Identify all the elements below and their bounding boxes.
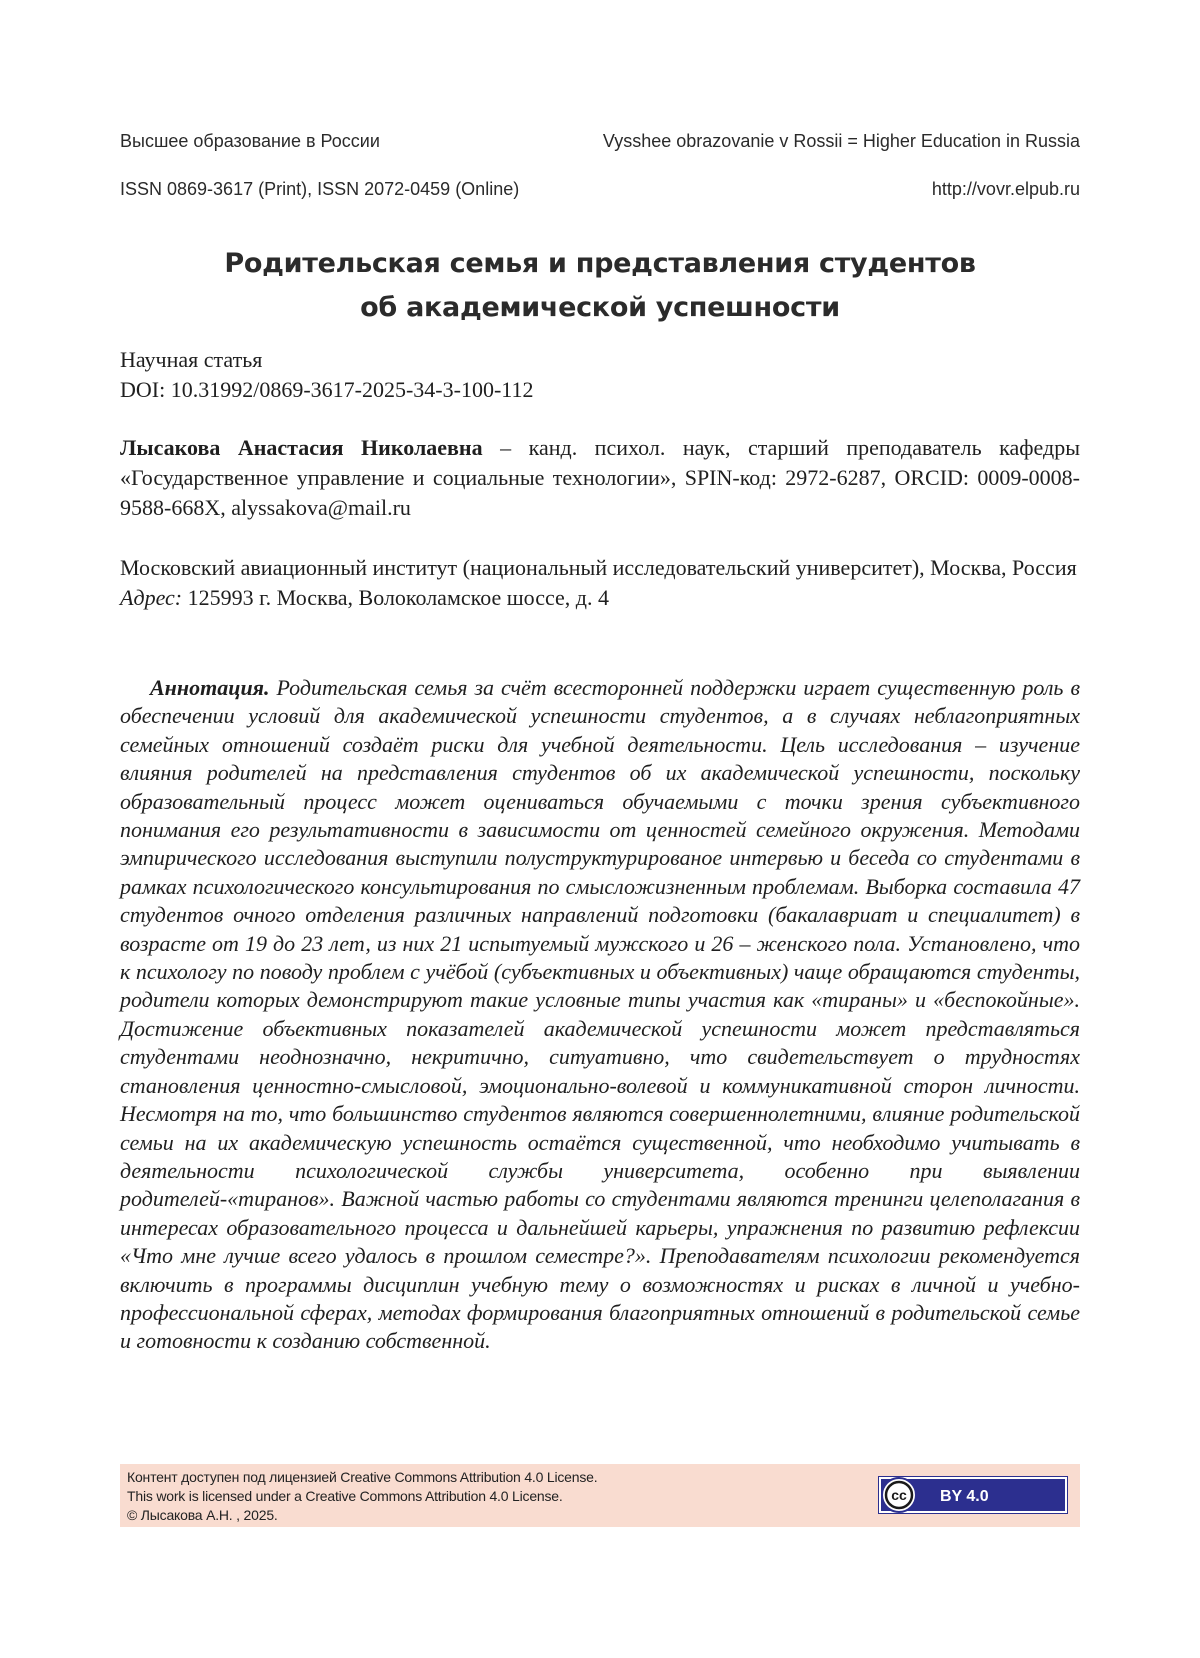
license-line-en: This work is licensed under a Creative Commons Attribution 4.0 License. <box>127 1488 563 1504</box>
title-line-2: об академической успешности <box>360 292 840 323</box>
author-details: – канд. психол. наук, старший преподаватель кафедры «Государственное управление и социальные технологии», SPIN-код: 2972-6287, ORCID: 0009-0008-9588-668X, alyssakova@mail.ru <box>120 435 1080 520</box>
article-page <box>120 0 1080 1658</box>
author-name: Лысакова Анастасия Николаевна <box>120 435 483 460</box>
address-label: Адрес: <box>120 585 183 610</box>
article-meta <box>120 345 1080 405</box>
license-line-ru: Контент доступен под лицензией Creative Commons Attribution 4.0 License. <box>127 1469 598 1485</box>
cc-by-badge[interactable] <box>878 1476 1068 1514</box>
abstract-text: Родительская семья за счёт всесторонней поддержки играет существенную роль в обеспечении условий для академической успешности студентов, а в случаях неблагоприятных семейных отношений создаёт риски для учебной деятельности. Цель исследования – изучение влияния родителей на представления студентов об их академической успешности, поскольку образовательный процесс может оцениваться обучаемыми с точки зрения субъективного понимания его результативности в зависимости от ценностей семейного окружения. Методами эмпирического исследования выступили полуструктурированое интервью и беседа со студентами в рамках психологического консультирования по смысложизненным проблемам. Выборка составила 47 студентов очного отделения различных направлений подготовки (бакалавриат и специалитет) в возрасте от 19 до 23 лет, из них 21 испытуемый мужского и 26 – женского пола. Установлено, что к психологу по поводу проблем с учёбой (субъективных и объективных) чаще обращаются студенты, родители которых демонстрируют такие условные типы участия как «тираны» и «беспокойные». Достижение объективных показателей академической успешности может представляться студентами неоднозначно, некритично, ситуативно, что свидетельствует о трудностях становления ценностно-смысловой, эмоционально-волевой и коммуникативной сторон личности. Несмотря на то, что большинство студентов являются совершеннолетними, влияние родительской семьи на их академическую успешность остаётся существенной, что необходимо учитывать в деятельности психологической службы университета, особенно при выявлении родителей-«тиранов». Важной частью работы со студентами являются тренинги целеполагания в интересах образовательного процесса и дальнейшей карьеры, упражнения по развитию рефлексии «Что мне лучше всего удалось в прошлом семестре?». Преподавателям психологии рекомендуется включить в программы дисциплин учебную тему о возможностях и рисках в личной и учебно-профессиональной сферах, методах формирования благоприятных отношений в родительской семье и готовности к созданию собственной. <box>120 675 1080 1354</box>
abstract-label: Аннотация. <box>150 675 270 700</box>
journal-title-en: Vysshee obrazovanie v Rossii = Higher Education in Russia <box>602 131 1080 151</box>
journal-title-ru: Высшее образование в России <box>120 131 380 151</box>
journal-url[interactable]: http://vovr.elpub.ru <box>931 179 1080 199</box>
license-box <box>120 1464 1080 1527</box>
institution: Московский авиационный институт (национальный исследовательский университет), Москва, Россия <box>120 555 1077 580</box>
issn: ISSN 0869-3617 (Print), ISSN 2072-0459 (Online) <box>120 179 520 199</box>
affiliation <box>120 553 1080 613</box>
article-title <box>120 242 1080 330</box>
address-line <box>120 583 1080 613</box>
article-type: Научная статья <box>120 347 263 372</box>
cc-icon-text: cc <box>891 1487 907 1503</box>
author-info <box>120 433 1080 523</box>
badge-label: BY 4.0 <box>940 1488 989 1505</box>
license-text <box>127 1468 597 1525</box>
address: 125993 г. Москва, Волоколамское шоссе, д. 4 <box>182 585 609 610</box>
title-line-1: Родительская семья и представления студентов <box>224 248 976 279</box>
abstract <box>120 674 1080 1356</box>
doi[interactable]: DOI: 10.31992/0869-3617-2025-34-3-100-112 <box>120 377 534 402</box>
copyright: © Лысакова А.Н. , 2025. <box>127 1507 278 1523</box>
